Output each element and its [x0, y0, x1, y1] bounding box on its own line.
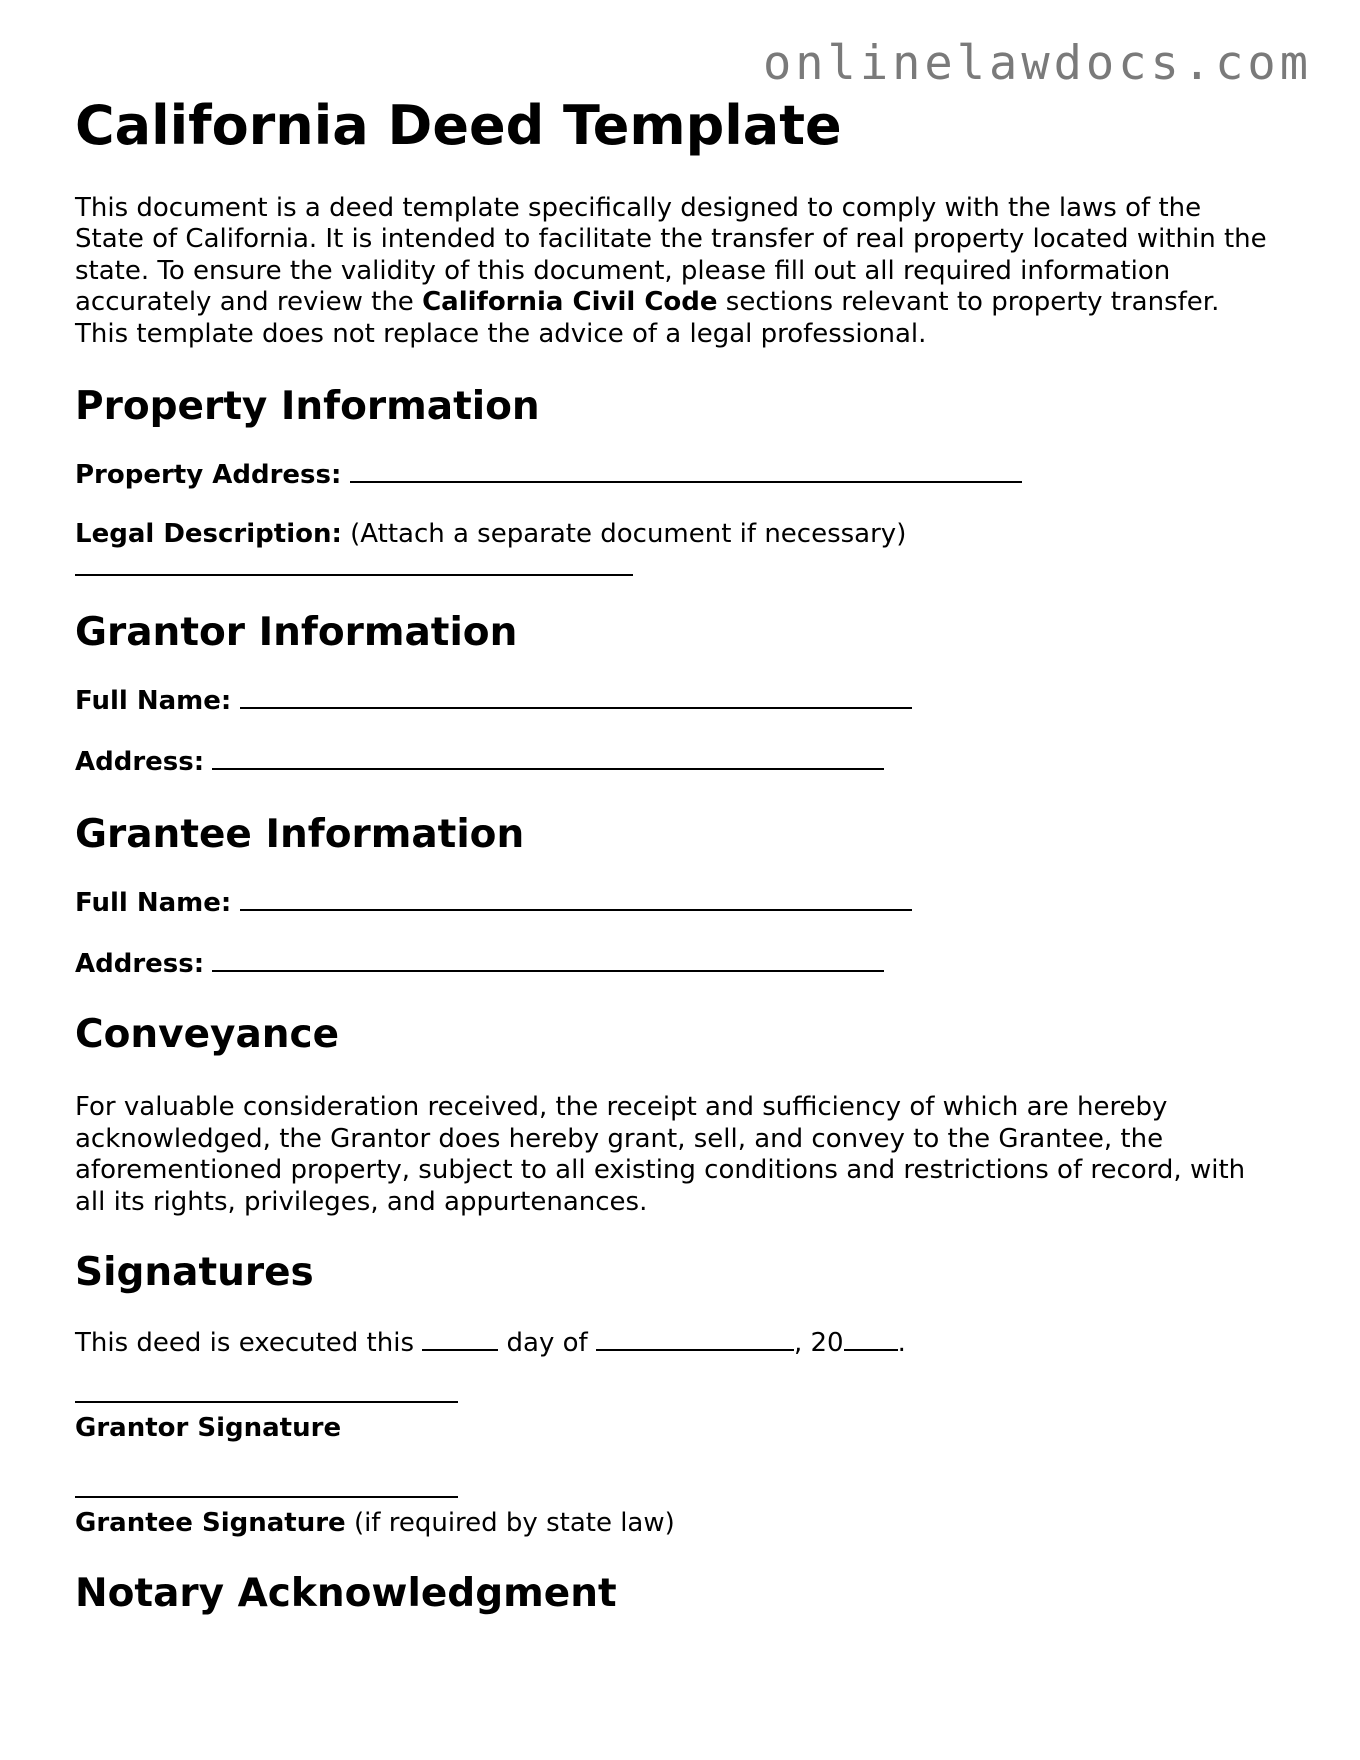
property-address-field[interactable] — [75, 457, 1275, 491]
grantee-address-label: Address: — [75, 948, 205, 979]
grantor-signature-label: Grantor Signature — [75, 1413, 342, 1444]
execution-date-line — [75, 1325, 1275, 1359]
grantor-name-label: Full Name: — [75, 685, 232, 716]
conveyance-heading: Conveyance — [75, 1011, 340, 1057]
grantor-signature-caption — [75, 1413, 1275, 1444]
property-address-label: Property Address: — [75, 460, 342, 491]
grantee-name-label: Full Name: — [75, 887, 232, 918]
grantee-signature-note: (if required by state law) — [353, 1508, 675, 1539]
exec-day-blank[interactable] — [422, 1325, 498, 1351]
watermark: onlinelawdocs.com — [762, 36, 1312, 91]
signatures-heading: Signatures — [75, 1250, 314, 1296]
grantee-heading: Grantee Information — [75, 811, 525, 857]
legal-description-label: Legal Description: — [75, 519, 342, 550]
notary-heading: Notary Acknowledgment — [75, 1571, 617, 1617]
property-address-blank[interactable] — [350, 457, 1022, 483]
property-heading: Property Information — [75, 384, 540, 430]
conveyance-paragraph: For valuable consideration received, the receipt and sufficiency of which are hereby acknowledged, the Grantor does hereby grant, sell, and convey to the Grantee, the aforementioned property, subject to all existing conditions and restrictions of record, with all its rights, privileges, and appurtenances. — [75, 1092, 1246, 1217]
grantor-address-label: Address: — [75, 746, 205, 777]
exec-text-1: This deed is executed this — [75, 1328, 414, 1359]
legal-description-field — [75, 519, 1275, 550]
exec-month-blank[interactable] — [596, 1325, 794, 1351]
grantor-address-field[interactable] — [75, 744, 1275, 778]
document-title: California Deed Template — [75, 94, 842, 157]
grantor-signature-line[interactable] — [75, 1399, 458, 1403]
intro-text-after: sections relevant to property transfer. This template does not replace the advice of a legal professional. — [75, 287, 1220, 349]
grantor-name-field[interactable] — [75, 683, 1275, 717]
grantee-signature-line[interactable] — [75, 1494, 458, 1498]
legal-description-note: (Attach a separate document if necessary) — [350, 519, 907, 550]
exec-text-4: . — [897, 1328, 906, 1359]
grantee-name-blank[interactable] — [240, 885, 912, 911]
grantor-heading: Grantor Information — [75, 610, 518, 656]
legal-description-blank[interactable] — [75, 560, 633, 576]
grantee-signature-caption — [75, 1508, 1275, 1539]
grantor-name-blank[interactable] — [240, 683, 912, 709]
exec-year-blank[interactable] — [844, 1325, 898, 1351]
grantee-address-blank[interactable] — [212, 946, 884, 972]
grantee-name-field[interactable] — [75, 885, 1275, 919]
exec-text-3: , 20 — [793, 1328, 844, 1359]
intro-paragraph — [75, 193, 1275, 351]
document-page — [75, 94, 1275, 1618]
grantee-address-field[interactable] — [75, 946, 1275, 980]
grantor-address-blank[interactable] — [212, 744, 884, 770]
exec-text-2: day of — [506, 1328, 588, 1359]
intro-bold-code: California Civil Code — [422, 287, 718, 318]
intro-text-before: This document is a deed template specifically designed to comply with the laws of the State of California. It is intended to facilitate the transfer of real property located within the state. To ensure the validity of this document, please fill out all required information accurately and review the — [75, 192, 1267, 318]
grantee-signature-label: Grantee Signature — [75, 1508, 346, 1539]
